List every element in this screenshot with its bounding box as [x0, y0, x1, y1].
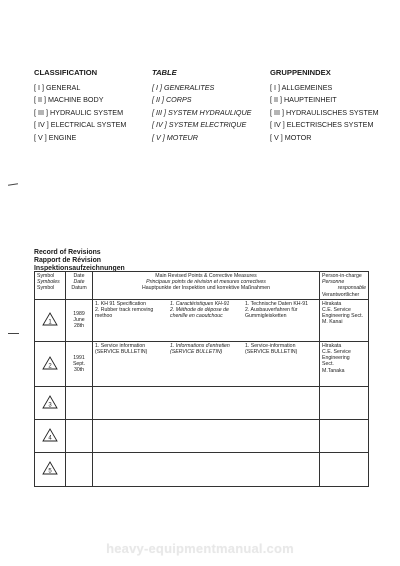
margin-mark: [8, 183, 18, 185]
revision-person: Hirakata C.E. Service Engineering Sect. M.Tanaka: [320, 341, 369, 386]
revisions-table: [34, 271, 369, 487]
revision-points: [93, 341, 320, 386]
revisions-title-fr: Rapport de Révision: [34, 257, 102, 264]
points-en: 1. KH 91 Specification 2. Rubber track removing methoo: [95, 300, 154, 320]
table-row: [35, 419, 369, 452]
revision-person: [320, 419, 369, 452]
revision-date: [66, 452, 93, 486]
person-header: Person-in-charge Personne responsable Verantwortlicher: [320, 272, 369, 300]
class-item-engine: [ V ] ENGINE: [34, 132, 77, 142]
table-header-row: [35, 272, 369, 300]
margin-mark: [8, 333, 19, 334]
date-header: Date Date Datum: [66, 272, 93, 300]
watermark-footer: heavy-equipmentmanual.com: [106, 541, 294, 556]
classification-fr: [152, 67, 251, 145]
revision-symbol: [35, 452, 66, 486]
triangle-symbol-icon: [42, 312, 58, 326]
symbol-header: Symbol Symboles Symbol: [35, 272, 66, 300]
triangle-symbol-icon: [42, 356, 58, 370]
symbol-number: 5: [48, 468, 52, 475]
revision-points: [93, 419, 320, 452]
class-item-machine-body: [ II ] MACHINE BODY: [34, 95, 104, 105]
classification-en: [34, 67, 126, 145]
revision-symbol: [35, 386, 66, 419]
points-fr: 1. Caractéristiques KH-91 2. Méthode de dépose de chenille en caoutchouc: [170, 300, 230, 320]
table-row: [35, 386, 369, 419]
points-en: 1. Service information (SERVICE BULLETIN): [95, 342, 148, 356]
class-item-system-electrique: [ IV ] SYSTEM ELECTRIQUE: [152, 120, 247, 130]
symbol-number: 2: [48, 363, 52, 370]
class-item-electrical: [ IV ] ELECTRICAL SYSTEM: [34, 120, 127, 130]
class-item-moteur: [ V ] MOTEUR: [152, 132, 198, 142]
revision-symbol: [35, 299, 66, 341]
revision-points: [93, 452, 320, 486]
gruppenindex-heading: GRUPPENINDEX: [270, 68, 331, 77]
class-item-motor: [ V ] MOTOR: [270, 132, 312, 142]
revision-person: Hirakata C.E. Service Engineering Sect. M. Kanai: [320, 299, 369, 341]
class-item-system-hydraulique: [ III ] SYSTEM HYDRAULIQUE: [152, 107, 252, 117]
class-item-generalites: [ I ] GENERALITES: [152, 82, 215, 92]
class-item-haupteinheit: [ II ] HAUPTEINHEIT: [270, 95, 337, 105]
symbol-number: 3: [48, 402, 52, 409]
class-item-general: [ I ] GENERAL: [34, 82, 81, 92]
revisions-title: [34, 249, 125, 273]
class-item-corps: [ II ] CORPS: [152, 95, 192, 105]
table-row: [35, 299, 369, 341]
triangle-symbol-icon: [42, 395, 58, 409]
revision-date: [66, 386, 93, 419]
table-row: [35, 341, 369, 386]
revision-date: 1989 June 28th: [66, 299, 93, 341]
table-row: [35, 452, 369, 486]
triangle-symbol-icon: [42, 428, 58, 442]
revision-person: [320, 386, 369, 419]
class-item-hydraulisches: [ III ] HYDRAULISCHES SYSTEM: [270, 107, 379, 117]
main-points-header: Main Revised Points & Corrective Measures Principaux points de révision et mesures correctives Hauptpunkte der Inspektion und korrektive Maßnahmen: [93, 272, 320, 300]
classification-heading: CLASSIFICATION: [34, 68, 98, 77]
revisions-title-de: Inspektionsaufzeichnungen: [34, 265, 125, 272]
classification-de: [270, 67, 379, 145]
symbol-number: 4: [48, 435, 52, 442]
class-item-allgemeines: [ I ] ALLGEMEINES: [270, 82, 333, 92]
revision-symbol: [35, 419, 66, 452]
revision-points: [93, 386, 320, 419]
revision-date: 1991 Sept. 30th: [66, 341, 93, 386]
revisions-title-en: Record of Revisions: [34, 249, 101, 256]
revision-symbol: [35, 341, 66, 386]
class-item-electrisches: [ IV ] ELECTRISCHES SYSTEM: [270, 120, 374, 130]
revision-person: [320, 452, 369, 486]
points-fr: 1. Informations d'entretien (SERVICE BULLETIN): [170, 342, 230, 356]
points-de: 1. Technische Daten KH-91 2. Ausbauverfahren für Gummigleisketten: [245, 300, 309, 320]
points-de: 1. Service-information (SERVICE BULLETIN): [245, 342, 298, 356]
table-heading: TABLE: [152, 68, 177, 77]
symbol-number: 1: [48, 319, 52, 326]
triangle-symbol-icon: [42, 461, 58, 475]
class-item-hydraulic: [ III ] HYDRAULIC SYSTEM: [34, 107, 124, 117]
revision-points: [93, 299, 320, 341]
revision-date: [66, 419, 93, 452]
